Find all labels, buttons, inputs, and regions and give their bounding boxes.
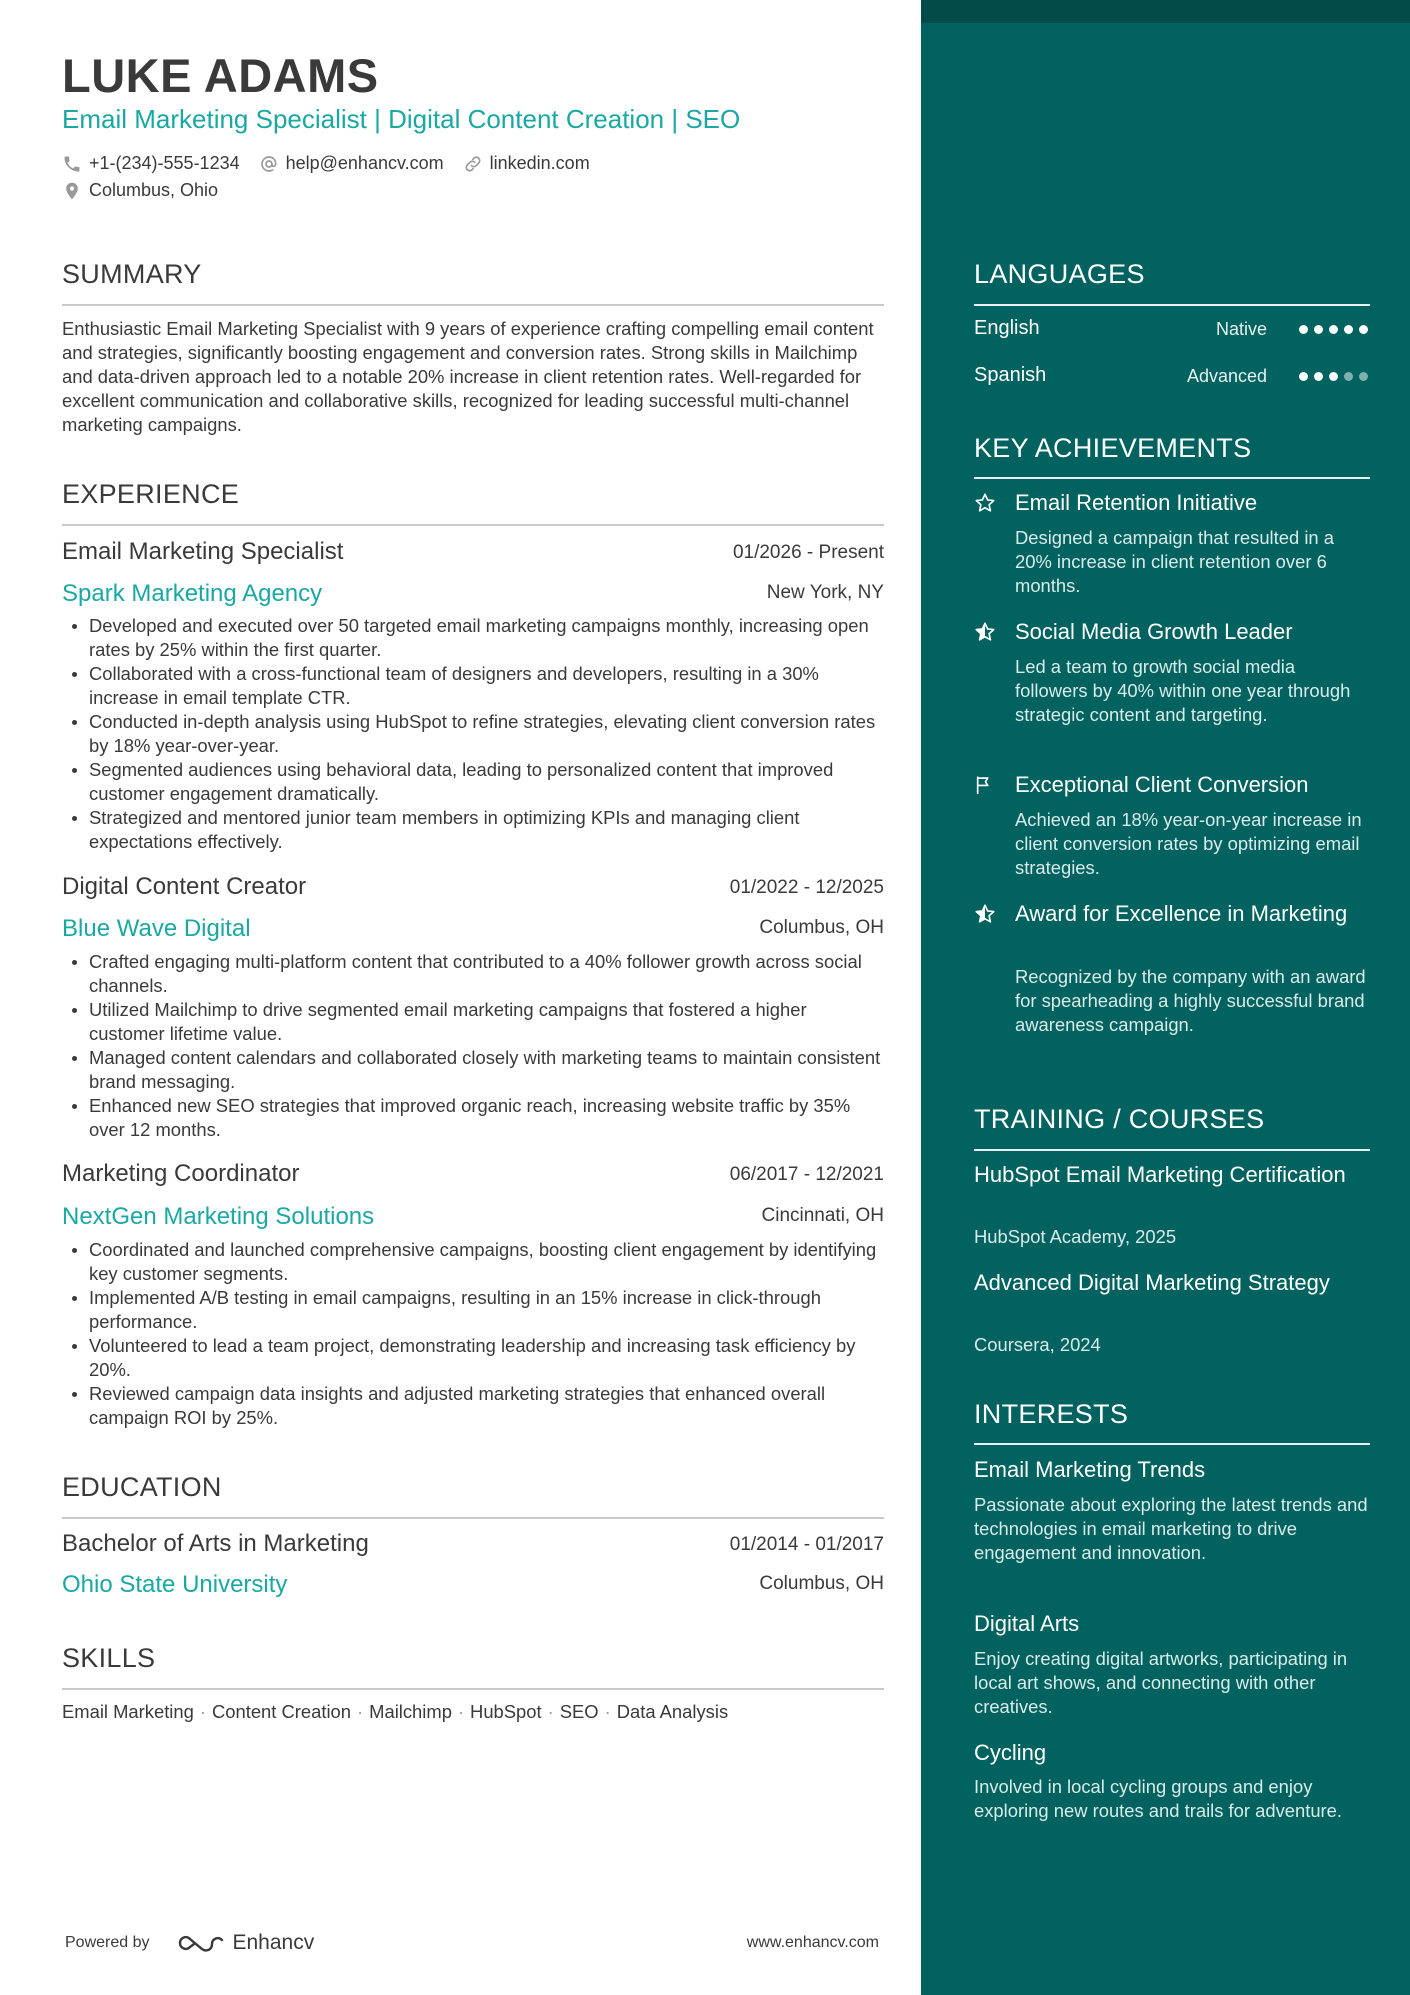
achievement-desc: Designed a campaign that resulted in a 20% increase in client retention over 6 months.	[1015, 527, 1334, 596]
job-title: Email Marketing Specialist	[62, 538, 344, 565]
rating-dot-filled	[1359, 325, 1368, 334]
skill-item: HubSpot	[470, 1701, 542, 1722]
language-row	[974, 364, 1370, 390]
contact-row	[62, 153, 609, 174]
rating-dot-filled	[1314, 372, 1323, 381]
skill-item: Email Marketing	[62, 1701, 194, 1722]
interest-title: Digital Arts	[974, 1611, 1080, 1636]
rating-dot-filled	[1329, 325, 1338, 334]
achievement-title: Exceptional Client Conversion	[1015, 772, 1309, 797]
achievement-title: Email Retention Initiative	[1015, 490, 1258, 515]
training-heading: TRAINING / COURSES	[974, 1104, 1265, 1134]
languages-heading: LANGUAGES	[974, 259, 1145, 289]
summary-heading: SUMMARY	[62, 259, 202, 289]
link-text: linkedin.com	[489, 153, 590, 173]
language-rating	[1293, 372, 1368, 381]
job-dates: 01/2022 - 12/2025	[729, 877, 884, 898]
job-location: New York, NY	[766, 582, 884, 603]
language-level: Advanced	[1186, 366, 1267, 386]
achievement-title: Social Media Growth Leader	[1015, 619, 1293, 644]
location-row	[62, 180, 237, 201]
contact-phone[interactable]	[62, 153, 240, 174]
bullet-item: Conducted in-depth analysis using HubSpot to refine strategies, elevating client conversion rates by 18% year-over-year.	[89, 710, 884, 758]
rating-dot-filled	[1314, 325, 1323, 334]
bullet-item: Managed content calendars and collaborated closely with marketing teams to maintain consistent brand messaging.	[89, 1046, 884, 1094]
job-dates: 06/2017 - 12/2021	[729, 1164, 884, 1185]
bullet-item: Utilized Mailchimp to drive segmented email marketing campaigns that fostered a higher customer lifetime value.	[89, 998, 884, 1046]
language-name: English	[974, 317, 1040, 339]
company-name: Blue Wave Digital	[62, 915, 251, 942]
languages-divider	[974, 304, 1370, 306]
summary-text: Enthusiastic Email Marketing Specialist with 9 years of experience crafting compelling email content and strategies, significantly boosting engagement and conversion rates. Strong skills in Mailchimp and data-driven approach led to a notable 20% increase in client retention rates. Well-regarded for excellent communication and collaborative skills, recognized for leading successful multi-channel marketing campaigns.	[62, 318, 874, 435]
rating-dot-filled	[1299, 325, 1308, 334]
job-location: Columbus, OH	[759, 917, 884, 938]
skill-item: Data Analysis	[616, 1701, 729, 1722]
interest-desc: Enjoy creating digital artworks, participating in local art shows, and connecting with other creatives.	[974, 1648, 1348, 1717]
language-row	[974, 317, 1370, 343]
link-icon	[463, 154, 483, 174]
achievement-title: Award for Excellence in Marketing	[1015, 901, 1348, 926]
skill-item: Mailchimp	[369, 1701, 452, 1722]
bullet-item: Enhanced new SEO strategies that improved organic reach, increasing website traffic by 35% over 12 months.	[89, 1094, 884, 1142]
skill-item: Content Creation	[211, 1701, 352, 1722]
achievement-desc: Led a team to growth social media followers by 40% within one year through strategic content and targeting.	[1015, 656, 1351, 725]
bullet-item: Implemented A/B testing in email campaigns, resulting in an 15% increase in click-through performance.	[89, 1286, 884, 1334]
job-bullets	[89, 1238, 884, 1430]
course-title: Advanced Digital Marketing Strategy	[974, 1270, 1330, 1295]
flag-icon	[974, 774, 996, 796]
job-bullets	[89, 614, 884, 854]
at-icon	[259, 154, 279, 174]
summary-divider	[62, 304, 884, 306]
school-location: Columbus, OH	[759, 1573, 884, 1594]
bullet-item: Strategized and mentored junior team members in optimizing KPIs and managing client expectations effectively.	[89, 806, 884, 854]
star-outline-icon	[974, 492, 996, 514]
job-location: Cincinnati, OH	[761, 1205, 884, 1226]
interest-desc: Passionate about exploring the latest trends and technologies in email marketing to drive engagement and innovation.	[974, 1494, 1368, 1563]
job-title: Marketing Coordinator	[62, 1160, 300, 1187]
experience-divider	[62, 524, 884, 526]
experience-heading: EXPERIENCE	[62, 479, 240, 509]
interest-title: Email Marketing Trends	[974, 1457, 1206, 1482]
interest-desc: Involved in local cycling groups and enjoy exploring new routes and trails for adventure.	[974, 1776, 1343, 1821]
brand-name: Enhancv	[232, 1931, 315, 1954]
rating-dot-empty	[1359, 372, 1368, 381]
company-name: Spark Marketing Agency	[62, 580, 323, 607]
language-rating	[1293, 325, 1368, 334]
bullet-item: Coordinated and launched comprehensive campaigns, boosting client engagement by identifying key customer segments.	[89, 1238, 884, 1286]
candidate-name: LUKE ADAMS	[62, 49, 379, 102]
contact-location	[62, 180, 218, 201]
interest-title: Cycling	[974, 1740, 1047, 1765]
job-title: Digital Content Creator	[62, 873, 307, 900]
company-name: NextGen Marketing Solutions	[62, 1203, 375, 1230]
sidebar	[921, 0, 1410, 1995]
email-text: help@enhancv.com	[285, 153, 444, 173]
footer-branding	[65, 1930, 314, 1956]
powered-by-label: Powered by	[65, 1934, 150, 1951]
bullet-item: Crafted engaging multi-platform content that contributed to a 40% follower growth across social channels.	[89, 950, 884, 998]
job-dates: 01/2026 - Present	[732, 542, 884, 563]
bullet-item: Reviewed campaign data insights and adjusted marketing strategies that enhanced overall campaign ROI by 25%.	[89, 1382, 884, 1430]
star-half-icon	[974, 903, 996, 925]
language-name: Spanish	[974, 364, 1047, 386]
contact-email[interactable]	[259, 153, 444, 174]
interests-divider	[974, 1443, 1370, 1445]
course-title: HubSpot Email Marketing Certification	[974, 1162, 1346, 1187]
rating-dot-filled	[1344, 325, 1353, 334]
course-provider: HubSpot Academy, 2025	[974, 1226, 1177, 1247]
rating-dot-empty	[1344, 372, 1353, 381]
skill-item: SEO	[559, 1701, 599, 1722]
rating-dot-filled	[1299, 372, 1308, 381]
school-name: Ohio State University	[62, 1571, 288, 1598]
bullet-item: Volunteered to lead a team project, demonstrating leadership and increasing task efficiency by 20%.	[89, 1334, 884, 1382]
main-column	[62, 0, 884, 1995]
contact-link[interactable]	[463, 153, 590, 174]
interests-heading: INTERESTS	[974, 1399, 1129, 1429]
skills-list: Email Marketing · Content Creation · Mailchimp · HubSpot · SEO · Data Analysis	[62, 1701, 729, 1722]
education-divider	[62, 1517, 884, 1519]
enhancv-logo-icon	[177, 1930, 227, 1956]
education-dates: 01/2014 - 01/2017	[729, 1534, 884, 1555]
job-bullets	[89, 950, 884, 1142]
course-provider: Coursera, 2024	[974, 1334, 1101, 1355]
location-text: Columbus, Ohio	[89, 180, 219, 200]
bullet-item: Developed and executed over 50 targeted email marketing campaigns monthly, increasing open rates by 25% within the first quarter.	[89, 614, 884, 662]
phone-icon	[62, 154, 82, 174]
degree-title: Bachelor of Arts in Marketing	[62, 1530, 369, 1557]
location-pin-icon	[62, 181, 82, 201]
language-level: Native	[1215, 319, 1267, 339]
achievements-divider	[974, 477, 1370, 479]
sidebar-top-strip	[921, 0, 1410, 23]
phone-text: +1-(234)-555-1234	[89, 153, 240, 173]
bullet-item: Segmented audiences using behavioral data, leading to personalized content that improved customer engagement dramatically.	[89, 758, 884, 806]
achievement-desc: Recognized by the company with an award for spearheading a highly successful brand awareness campaign.	[1015, 966, 1366, 1035]
training-divider	[974, 1149, 1370, 1151]
headline: Email Marketing Specialist | Digital Content Creation | SEO	[62, 104, 741, 134]
skills-heading: SKILLS	[62, 1643, 156, 1673]
education-heading: EDUCATION	[62, 1472, 222, 1502]
skills-divider	[62, 1688, 884, 1690]
achievements-heading: KEY ACHIEVEMENTS	[974, 433, 1252, 463]
star-half-icon	[974, 621, 996, 643]
footer-url[interactable]: www.enhancv.com	[746, 1934, 879, 1951]
rating-dot-filled	[1329, 372, 1338, 381]
achievement-desc: Achieved an 18% year-on-year increase in client conversion rates by optimizing email strategies.	[1015, 809, 1362, 878]
bullet-item: Collaborated with a cross-functional team of designers and developers, resulting in a 30% increase in email template CTR.	[89, 662, 884, 710]
